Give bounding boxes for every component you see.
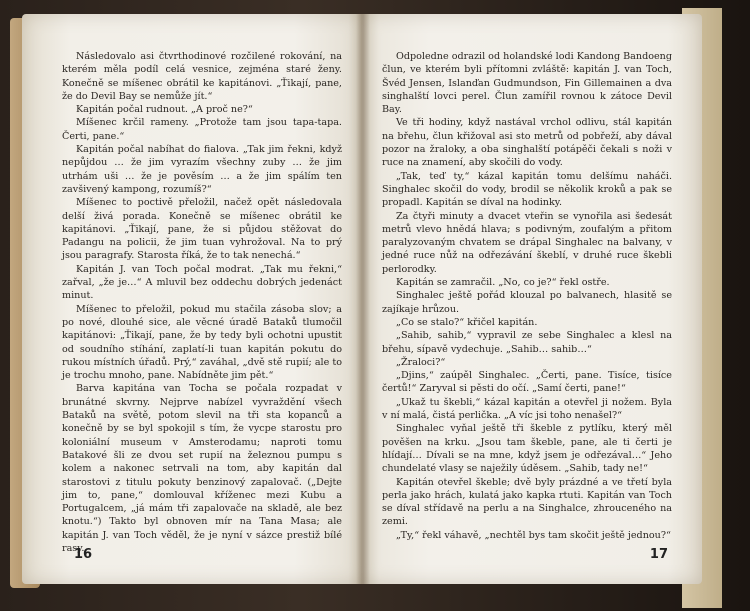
book-gutter [356, 14, 370, 584]
paragraph: Kapitán se zamračil. „No, co je?“ řekl ostře. [396, 277, 610, 289]
paragraph: „Ty,“ řekl váhavě, „nechtěl bys tam skočit ještě jednou?“ [396, 529, 671, 541]
page-number: 16 [74, 547, 93, 562]
paragraph: Kapitán otevřel škeble; dvě byly prázdné a ve třetí byla perla jako hrách, kulatá jako kapka rtuti. Kapitán van Toch se díval střídavě na perlu a na Singhalce, zhrouceného na zemi. [382, 476, 672, 528]
paragraph: Míšenec to přeložil, pokud mu stačila zásoba slov; a po nové, dlouhé sice, ale věcné úradě Bataků tlumočil kapitánovi: „Ťikají, pane, že by tedy byli ochotni upustit od soudního stíhání, zaplatí-li tuan kapitán pokutu do rukou místních úřadů. Prý,“ zaváhal, „dvě stě rupií; ale to je trochu mnoho, pane. Nabídněte jim pět.“ [62, 303, 342, 382]
paragraph: Míšenec krčil rameny. „Protože tam jsou tapa-tapa. Čerti, pane.“ [62, 117, 342, 142]
left-page [22, 14, 362, 584]
paragraph: „Žraloci?“ [396, 356, 446, 368]
open-book [22, 14, 702, 592]
paragraph: Za čtyři minuty a dvacet vteřin se vynořila asi šedesát metrů vlevo hnědá hlava; s podivným, zoufalým a přitom paralyzovaným chvatem se drápal Singhalec na balvany, v jedné ruce nůž na odřezávání škeblí, v druhé ruce škebli perlorodky. [382, 210, 672, 275]
paragraph: Kapitán J. van Toch počal modrat. „Tak mu řekni,“ zařval, „že je…“ A mluvil bez oddechu dobrých jedenáct minut. [62, 263, 342, 302]
left-page-text [62, 50, 342, 555]
paragraph: „Co se stalo?“ křičel kapitán. [396, 316, 538, 328]
paragraph: Barva kapitána van Tocha se počala rozpadat v brunátné skvrny. Nejprve nabízel vyvraždění všech Bataků na světě, potom slevil na tři sta kopanců a konečně by se byl spokojil s tím, že vycpe starostu pro koloniální museum v Amsterodamu; naproti tomu Batakové šli ze dvou set rupií na železnou pumpu s kolem a nakonec setrvali na tom, aby kapitán dal starostovi z titulu pokuty benzinový zapalovač. („Dejte jim to, pane,“ domlouval kříženec mezi Kubu a Portugalcem, „já mám tři zapalovače na skladě, ale bez knotu.“) Takto byl obnoven mír na Tana Masa; ale kapitán J. van Toch věděl, že je nyní v sázce prestiž bílé rasy. [62, 383, 342, 554]
paragraph: „Tak, teď ty,“ kázal kapitán tomu delšímu naháči. Singhalec skočil do vody, brodil se několik kroků a pak se propadl. Kapitán se díval na hodinky. [382, 170, 672, 209]
page-number: 17 [649, 547, 668, 562]
paragraph: „Djins,“ zaúpěl Singhalec. „Čerti, pane. Tisíce, tisíce čertů!“ Zaryval si pěsti do očí. „Samí čerti, pane!“ [382, 370, 672, 395]
paragraph: Kapitán počal nabíhat do fialova. „Tak jim řekni, když nepůjdou … že jim vyrazím všechny zuby … že jim utrhám uši … že je pověsím … a že jim spálím ten zavšivený kampong, rozumíš?“ [62, 144, 342, 195]
right-page [362, 14, 702, 584]
paragraph: Odpoledne odrazil od holandské lodi Kandong Bandoeng člun, ve kterém byli přítomni zvláště: kapitán J. van Toch, Švéd Jensen, Islanďan Gudmundson, Fin Gillemainen a dva singhalští lovci perel. Člun zamířil rovnou k zátoce Devil Bay. [382, 51, 672, 116]
paragraph: Kapitán počal rudnout. „A proč ne?“ [76, 104, 253, 116]
paragraph: Ve tři hodiny, když nastával vrchol odlivu, stál kapitán na břehu, člun křižoval asi sto metrů od pobřeží, aby dával pozor na žraloky, a oba singhalští potápěči čekali s noži v ruce na znamení, aby skočili do vody. [382, 117, 672, 169]
paragraph: „Sahib, sahib,“ vypravil ze sebe Singhalec a klesl na břehu, sípavě vydechuje. „Sahib… sahib…“ [382, 330, 672, 355]
right-page-text [382, 50, 672, 542]
paragraph: Míšenec to poctivě přeložil, načež opět následovala delší živá porada. Konečně se míšenec obrátil ke kapitánovi. „Ťikají, pane, že si půjdou stěžovat do Padangu na policii, že jim tuan vyhrožoval. Na to prý jsou paragrafy. Starosta říká, že to tak nenechá.“ [62, 197, 342, 262]
paragraph: Singhalec vyňal ještě tři škeble z pytlíku, který měl pověšen na krku. „Jsou tam škeble, pane, ale ti čerti je hlídají… Dívali se na mne, když jsem je odřezával…“ Jeho chundelaté vlasy se naježily úděsem. „Sahib, tady ne!“ [382, 423, 672, 475]
paragraph: „Ukaž tu škebli,“ kázal kapitán a otevřel ji nožem. Byla v ní malá, čistá perlička. „A víc jsi toho nenašel?“ [382, 396, 672, 422]
paragraph: Následovalo asi čtvrthodinové rozčilené rokování, na kterém měla podíl celá vesnice, zejména staré ženy. Konečně se míšenec obrátil ke kapitánovi. „Ťikají, pane, že do Devil Bay se nemůže jít.“ [62, 51, 342, 102]
paragraph: Singhalec ještě pořád klouzal po balvanech, hlasitě se zajíkaje hrůzou. [382, 290, 672, 315]
